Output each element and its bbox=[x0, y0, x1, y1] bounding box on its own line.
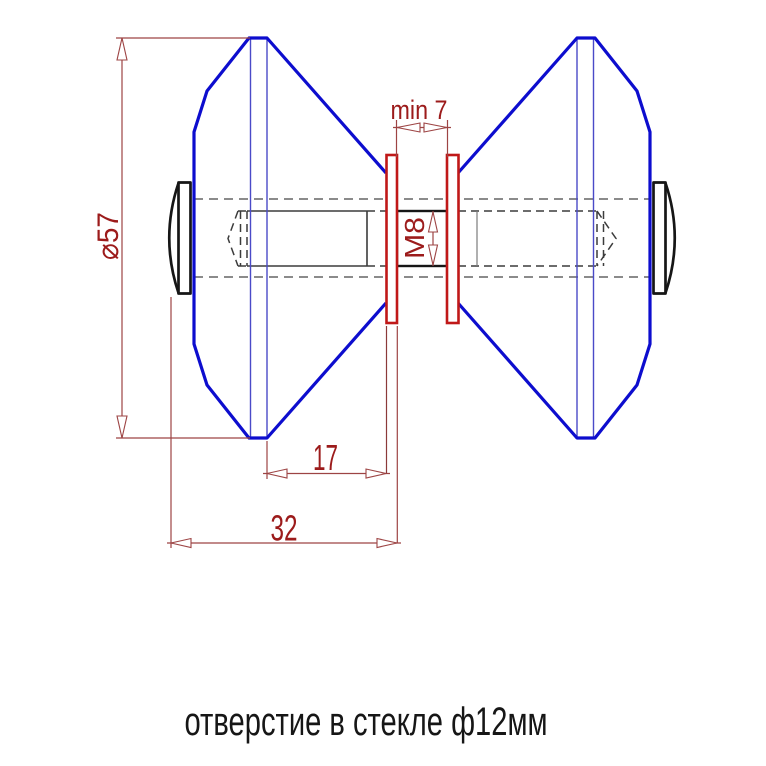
arrow-right-icon bbox=[366, 469, 386, 478]
left-cap-body bbox=[179, 183, 191, 294]
arrow-left-icon bbox=[267, 469, 287, 478]
right-knob bbox=[458, 38, 650, 438]
dim-thread-label: M8 bbox=[399, 220, 430, 259]
left-knob-base-edges bbox=[251, 38, 268, 438]
drill-point-right bbox=[597, 211, 616, 266]
left-screw-cap bbox=[169, 183, 190, 294]
drill-point-left bbox=[228, 211, 238, 266]
arrow-up-icon bbox=[117, 38, 127, 60]
right-knob-outline bbox=[458, 38, 650, 438]
right-cap-body bbox=[654, 183, 666, 294]
right-gasket bbox=[447, 155, 459, 323]
caption: отверстие в стекле ф12мм bbox=[184, 700, 548, 744]
dim-17 bbox=[263, 326, 390, 479]
thread-hidden-lines-right bbox=[458, 211, 597, 266]
arrow-down-icon bbox=[117, 416, 127, 438]
left-knob bbox=[194, 38, 386, 438]
arrow-right-icon bbox=[377, 539, 397, 548]
right-screw-cap bbox=[654, 183, 675, 294]
left-gasket bbox=[387, 155, 398, 323]
right-thread-lines bbox=[458, 211, 616, 266]
dim-min-gap bbox=[391, 95, 452, 157]
dim-min-gap-label: min 7 bbox=[390, 95, 448, 125]
dim-32 bbox=[167, 297, 401, 549]
arrow-left-icon bbox=[171, 539, 191, 548]
right-cap-dome bbox=[666, 183, 675, 293]
thread-end-lines-left bbox=[241, 211, 248, 266]
right-knob-base-edges bbox=[577, 38, 594, 438]
thread-hidden-lines bbox=[238, 211, 247, 266]
dim-diameter-label: ⌀57 bbox=[92, 208, 125, 260]
left-thread-lines bbox=[228, 211, 387, 266]
dim-32-label: 32 bbox=[270, 507, 298, 549]
left-knob-outline bbox=[194, 38, 386, 438]
dim-17-label: 17 bbox=[313, 437, 338, 478]
left-cap-dome bbox=[169, 183, 178, 293]
thread-hidden-continuation-left bbox=[367, 211, 387, 266]
stud-visible-lines bbox=[247, 211, 367, 266]
